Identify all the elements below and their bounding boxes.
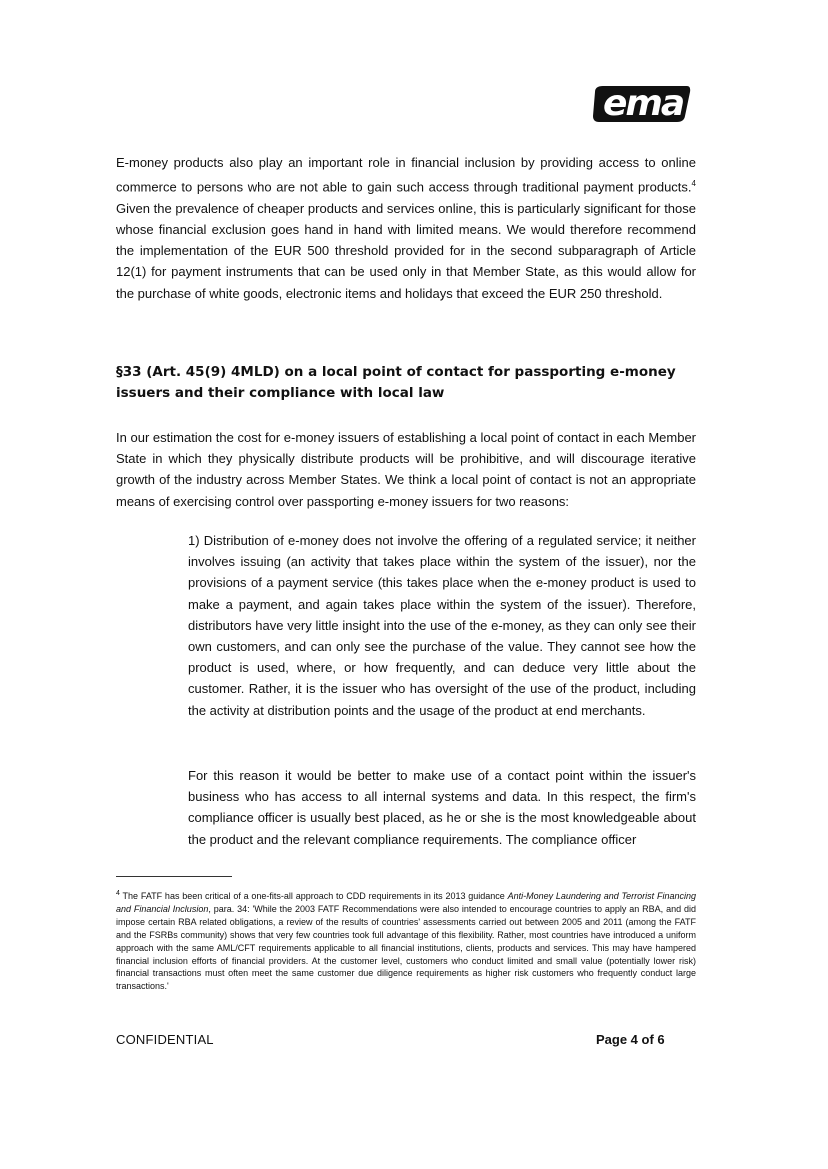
footnote-ref-4[interactable]: 4	[691, 179, 696, 189]
footnote-divider	[116, 876, 232, 877]
confidential-label: CONFIDENTIAL	[116, 1032, 214, 1047]
footnote-4: $^4$ The FATF has been critical of a one-fits-all approach to CDD requirements in its 2013 guidance Anti-Money Laundering and Terrorist Financing and Financial Inclusion, para. 34: 'While the 2003 FATF Recommendations were also intended to encourage countries to apply an RBA, and did impose certain RBA related obligations, a review of the results of countries' assessments carried out between 2005 and 2011 (among the FATF and the FSRBs community) shows that very few countries took full advantage of this flexibility. Rather, most countries have introduced a uniform approach with the same AML/CFT requirements applicable to all financial institutions, clients, products and services. This may have hampered financial inclusion efforts of financial providers. At the customer level, customers who conduct limited and small value (potentially lower risk) financial transactions must often meet the same customer due diligence requirements as higher risk customers who frequently conduct large transactions.'	[116, 890, 696, 992]
paragraph-reason-1: 1) Distribution of e-money does not involve the offering of a regulated service; it neither involves issuing (an activity that takes place within the system of the issuer), nor the provisions of a payment service (this takes place when the e-money product is used to make a payment, and again takes place within the system of the issuer). Therefore, distributors have very little insight into the use of the e-money, as they can only see their own customers, and can only see the purchase of the value. They cannot see how the product is used, where, or how frequently, and can deduce very little about the customer. Rather, it is the issuer who has oversight of the use of the product, including the activity at distribution points and the usage of the product at end merchants.	[188, 533, 696, 718]
page-number: Page 4 of 6	[596, 1032, 665, 1047]
paragraph-local-contact-cost: In our estimation the cost for e-money issuers of establishing a local point of contact in each Member State in which they physically distribute products will be prohibitive, and will discourage iterative growth of the industry across Member States. We think a local point of contact is not an appropriate means of exercising control over passporting e-money issuers for two reasons:	[116, 430, 696, 509]
paragraph-financial-inclusion: E-money products also play an important role in financial inclusion by providing access to online commerce to persons who are not able to gain such access through traditional payment products.$^4$ Given the prevalence of cheaper products and services online, this is particularly significant for those whose financial exclusion goes hand in hand with limited means. We would therefore recommend the implementation of the EUR 500 threshold provided for in the second subparagraph of Article 12(1) for payment instruments that can be used only in that Member State, as this would allow for the purchase of white goods, electronic items and holidays that exceed the EUR 250 threshold.	[116, 155, 696, 301]
section-heading: §33 (Art. 45(9) 4MLD) on a local point of contact for passporting e-money issuers and their compliance with local law	[116, 364, 676, 401]
paragraph-contact-point: For this reason it would be better to make use of a contact point within the issuer's business who has access to all internal systems and data. In this respect, the firm's compliance officer is usually best placed, as he or she is the most knowledgeable about the product and the relevant compliance requirements. The compliance officer	[188, 768, 696, 847]
ema-logo	[591, 84, 693, 124]
footnote-number: 4	[116, 890, 120, 897]
footnote-title: Anti-Money Laundering and Terrorist Financing and Financial Inclusion	[116, 891, 696, 914]
svg-text:ema: ema	[603, 84, 684, 124]
